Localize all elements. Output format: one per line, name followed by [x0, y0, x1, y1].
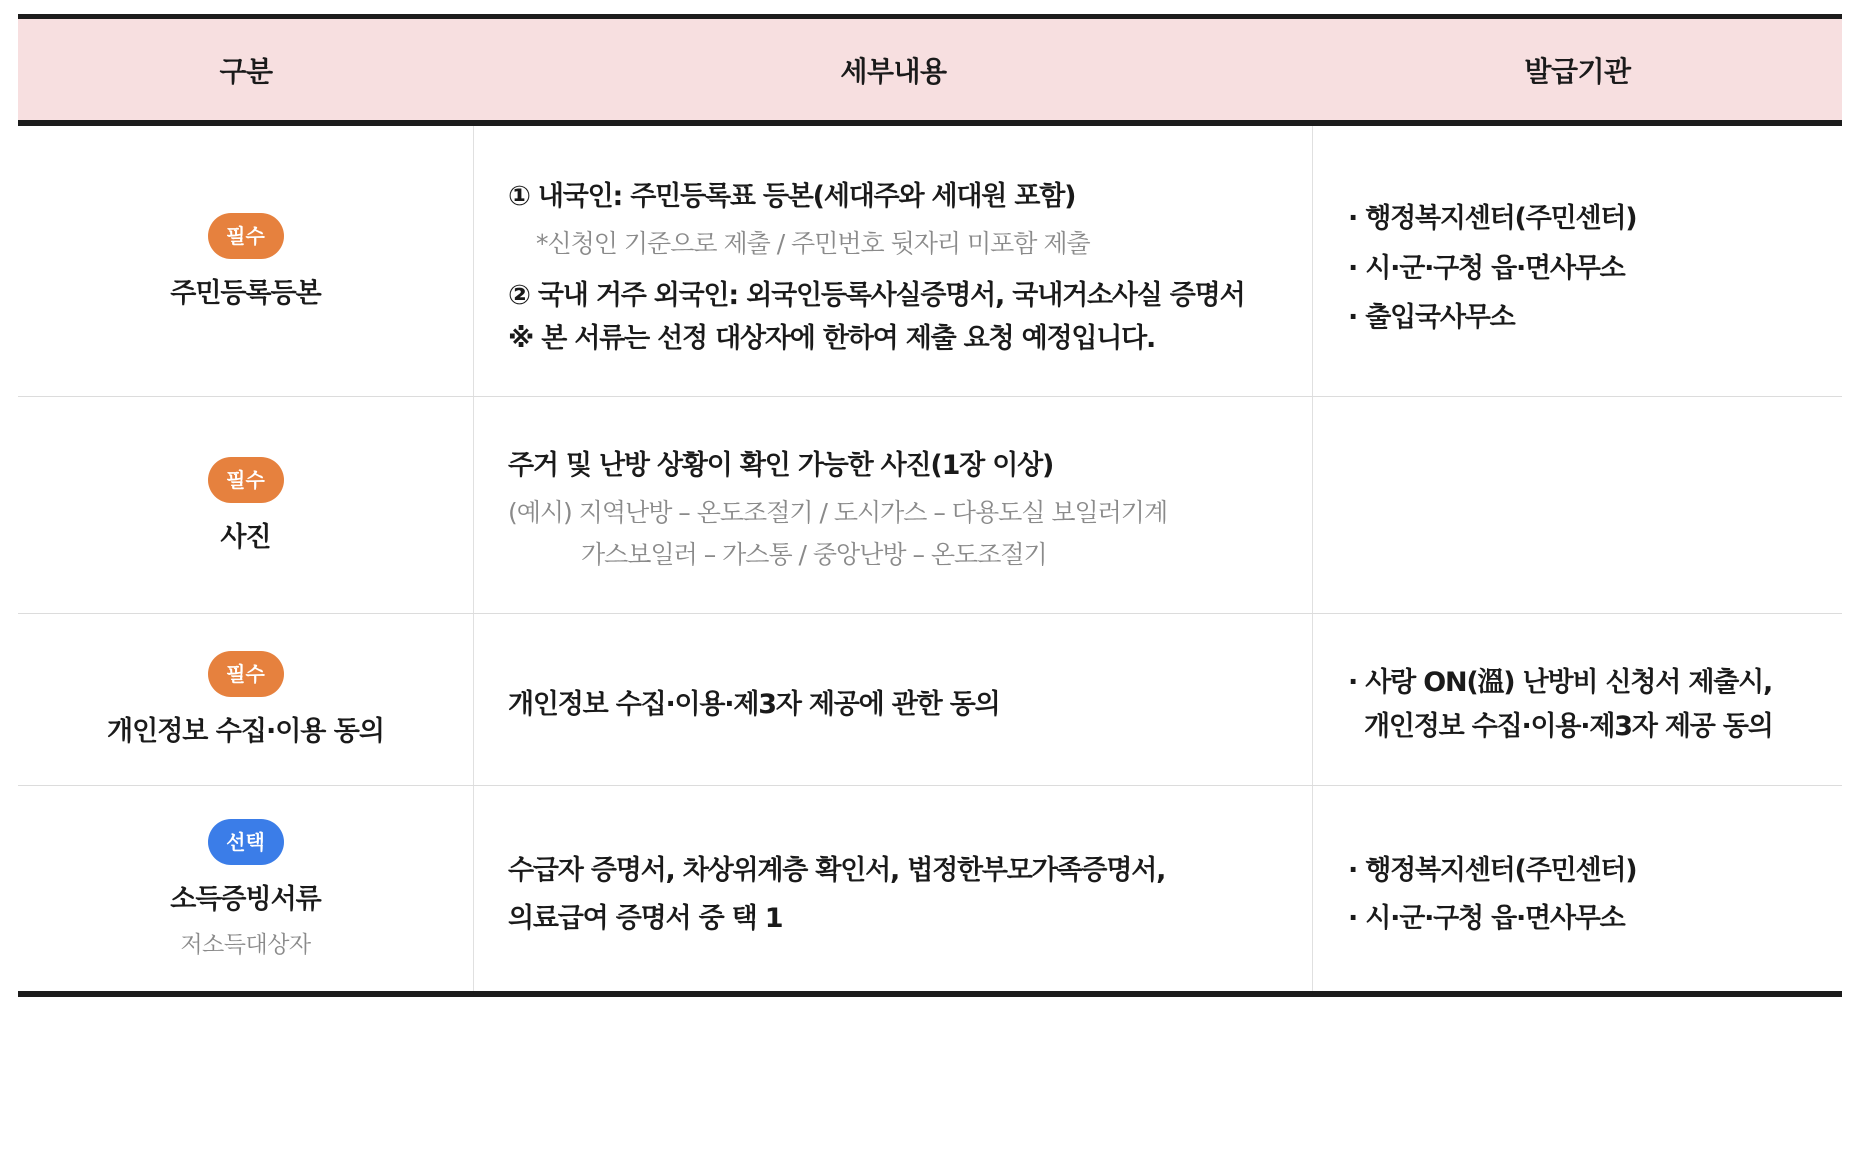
- required-badge: 필수: [208, 651, 284, 697]
- category-cell: [18, 126, 474, 396]
- details-cell: [474, 786, 1313, 991]
- table-row-resident-registration: [18, 126, 1842, 397]
- table-row-photo: [18, 397, 1842, 614]
- table-bottom-rule: [18, 991, 1842, 997]
- category-name: 소득증빙서류: [170, 883, 321, 915]
- category-cell: [18, 614, 474, 785]
- issuer-item: · 시·군·구청 읍·면사무소: [1348, 253, 1625, 284]
- required-badge: 필수: [208, 213, 284, 259]
- category-cell: [18, 397, 474, 613]
- details-cell: [474, 614, 1313, 785]
- table-header: [18, 19, 1842, 120]
- issuer-item: · 시·군·구청 읍·면사무소: [1348, 903, 1625, 934]
- category-name: 개인정보 수집·이용 동의: [107, 716, 384, 747]
- details-notice: ※ 본 서류는 선정 대상자에 한하여 제출 요청 예정입니다.: [508, 323, 1156, 354]
- documents-table: [18, 14, 1842, 997]
- issuer-cell: [1313, 786, 1842, 991]
- table-row-privacy-consent: [18, 614, 1842, 786]
- details-example: 가스보일러 – 가스통 / 중앙난방 – 온도조절기: [581, 540, 1047, 569]
- issuer-item: · 행정복지센터(주민센터): [1348, 855, 1637, 886]
- category-name: 사진: [220, 521, 271, 553]
- issuer-item-continued: 개인정보 수집·이용·제3자 제공 동의: [1364, 711, 1773, 742]
- issuer-cell: [1313, 397, 1842, 613]
- header-category: 구분: [219, 54, 273, 88]
- details-note: *신청인 기준으로 제출 / 주민번호 뒷자리 미포함 제출: [536, 229, 1090, 258]
- details-line: 개인정보 수집·이용·제3자 제공에 관한 동의: [508, 689, 1000, 720]
- details-line: ② 국내 거주 외국인: 외국인등록사실증명서, 국내거소사실 증명서: [508, 280, 1245, 311]
- issuer-item: · 사랑 ON(溫) 난방비 신청서 제출시,: [1348, 667, 1773, 698]
- details-cell: [474, 397, 1313, 613]
- details-line: 주거 및 난방 상황이 확인 가능한 사진(1장 이상): [508, 450, 1054, 481]
- category-cell: [18, 786, 474, 991]
- required-badge: 필수: [208, 457, 284, 503]
- header-issuer: 발급기관: [1524, 54, 1631, 88]
- details-line: 수급자 증명서, 차상위계층 확인서, 법정한부모가족증명서,: [508, 855, 1166, 886]
- header-details: 세부내용: [840, 54, 947, 88]
- table-row-income-proof: [18, 786, 1842, 991]
- details-cell: [474, 126, 1313, 396]
- issuer-item: · 행정복지센터(주민센터): [1348, 203, 1637, 234]
- category-name: 주민등록등본: [170, 277, 321, 309]
- details-line: ① 내국인: 주민등록표 등본(세대주와 세대원 포함): [508, 181, 1076, 212]
- details-line: 의료급여 증명서 중 택 1: [508, 903, 783, 934]
- category-subtitle: 저소득대상자: [180, 931, 311, 958]
- optional-badge: 선택: [208, 819, 284, 865]
- details-example: (예시) 지역난방 – 온도조절기 / 도시가스 – 다용도실 보일러기계: [508, 498, 1168, 527]
- issuer-cell: [1313, 126, 1842, 396]
- issuer-item: · 출입국사무소: [1348, 302, 1515, 333]
- issuer-cell: [1313, 614, 1842, 785]
